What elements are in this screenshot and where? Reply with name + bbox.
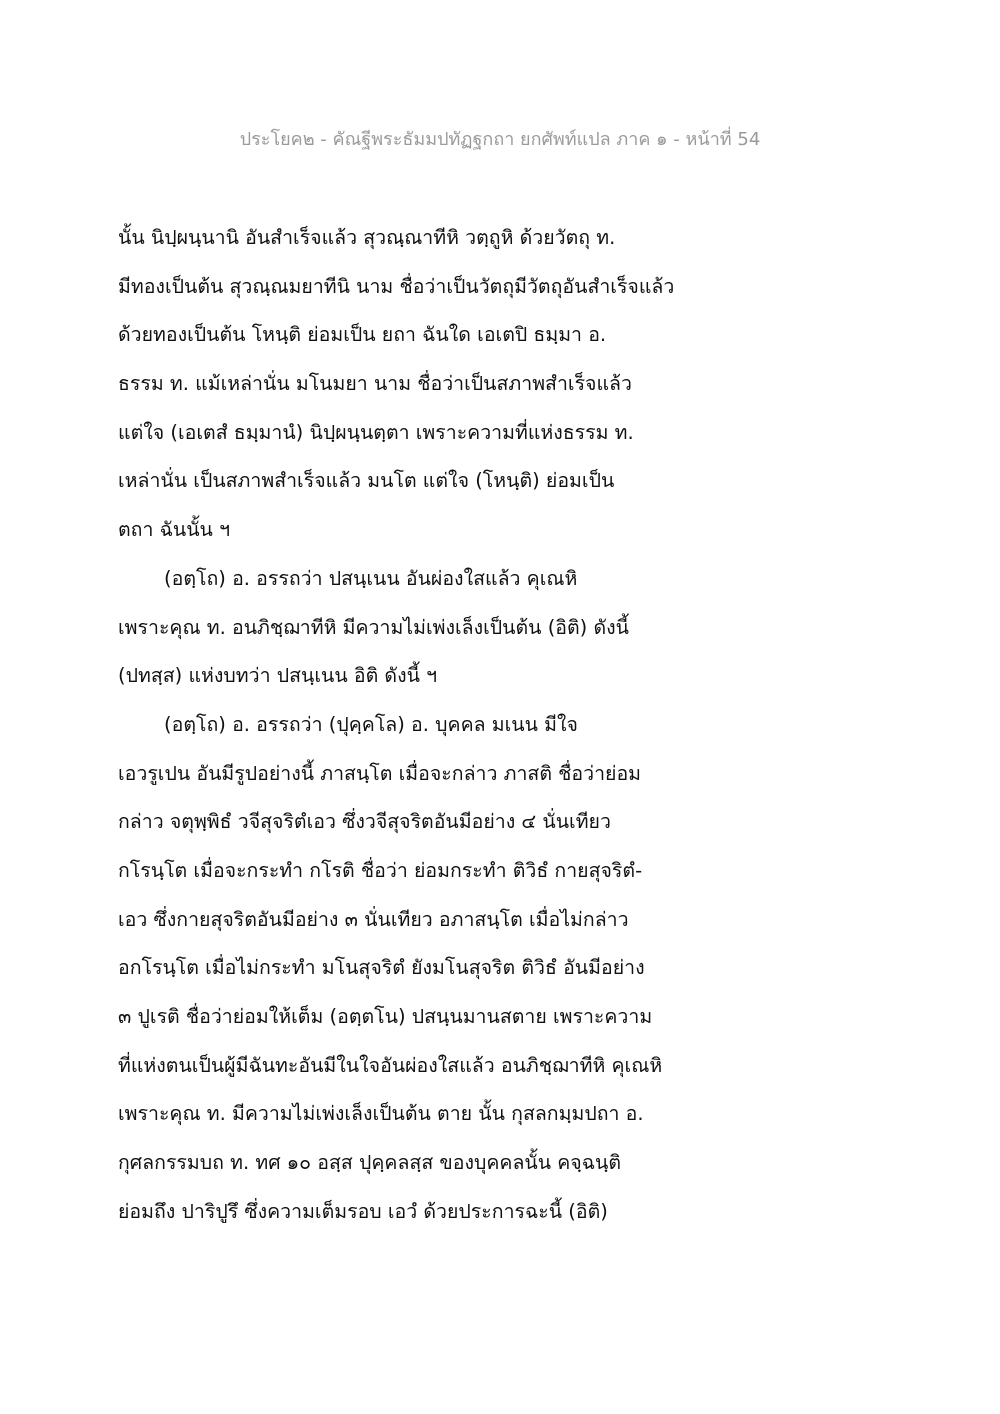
text-line-17: ๓ ปูเรติ ชื่อว่าย่อมให้เต็ม (อตฺตโน) ปสนฺนมานสตาย เพราะความ <box>118 1005 653 1028</box>
text-line-19: เพราะคุณ ท. มีความไม่เพ่งเล็งเป็นต้น ตาย นั้น กุสลกมฺมปถา อ. <box>118 1102 644 1126</box>
text-line-15: เอว ซึ่งกายสุจริตอันมีอย่าง ๓ นั่นเทียว อภาสนฺโต เมื่อไม่กล่าว <box>118 907 629 931</box>
text-line-5: แต่ใจ (เอเตสํ ธมฺมานํ) นิปฺผนฺนตฺตา เพราะความที่แห่งธรรม ท. <box>118 420 634 444</box>
text-line-13: กล่าว จตุพฺพิธํ วจีสุจริตํเอว ซึ่งวจีสุจริตอันมีอย่าง ๔ นั่นเทียว <box>118 810 611 834</box>
text-line-16: อกโรนฺโต เมื่อไม่กระทำ มโนสุจริตํ ยังมโนสุจริต ติวิธํ อันมีอย่าง <box>118 956 645 980</box>
text-line-6: เหล่านั่น เป็นสภาพสำเร็จแล้ว มนโต แต่ใจ (โหนฺติ) ย่อมเป็น <box>118 469 615 493</box>
text-line-3: ด้วยทองเป็นต้น โหนฺติ ย่อมเป็น ยถา ฉันใด เอเตปิ ธมฺมา อ. <box>118 323 607 347</box>
text-line-7: ตถา ฉันนั้น ฯ <box>118 518 231 542</box>
text-line-21: ย่อมถึง ปาริปูรึ ซึ่งความเต็มรอบ เอวํ ด้วยประการฉะนี้ (อิติ) <box>118 1199 608 1223</box>
text-line-20: กุศลกรรมบถ ท. ทศ ๑๐ อสฺส ปุคฺคลสฺส ของบุคคลนั้น คจฺฉนฺติ <box>118 1151 622 1175</box>
text-line-12: เอวรูเปน อันมีรูปอย่างนี้ ภาสนฺโต เมื่อจะกล่าว ภาสติ ชื่อว่าย่อม <box>118 761 642 785</box>
text-line-9: เพราะคุณ ท. อนภิชฺฌาทีหิ มีความไม่เพ่งเล็งเป็นต้น (อิติ) ดังนี้ <box>118 615 630 639</box>
text-line-14: กโรนฺโต เมื่อจะกระทำ กโรติ ชื่อว่า ย่อมกระทำ ติวิธํ กายสุจริตํ- <box>118 858 643 882</box>
body-text <box>118 214 718 1236</box>
text-line-11: (อตฺโถ) อ. อรรถว่า (ปุคฺคโล) อ. บุคคล มเนน มีใจ <box>164 712 578 736</box>
text-line-8: (อตฺโถ) อ. อรรถว่า ปสนฺเนน อันผ่องใสแล้ว คุเณหิ <box>164 566 578 590</box>
text-line-4: ธรรม ท. แม้เหล่านั่น มโนมยา นาม ชื่อว่าเป็นสภาพสำเร็จแล้ว <box>118 372 632 396</box>
text-line-10: (ปทสฺส) แห่งบทว่า ปสนฺเนน อิติ ดังนี้ ฯ <box>118 664 438 688</box>
text-line-1: นั้น นิปฺผนฺนานิ อันสำเร็จแล้ว สุวณฺณาทีหิ วตฺถูหิ ด้วยวัตถุ ท. <box>118 226 616 249</box>
text-line-2: มีทองเป็นต้น สุวณฺณมยาทีนิ นาม ชื่อว่าเป็นวัตถุมีวัตถุอันสำเร็จแล้ว <box>118 274 675 298</box>
text-line-18: ที่แห่งตนเป็นผู้มีฉันทะอันมีในใจอันผ่องใสแล้ว อนภิชฺฌาทีหิ คุเณหิ <box>118 1053 663 1077</box>
page-header: ประโยค๒ - คัณฐีพระธัมมปทัฏฐกถา ยกศัพท์แปล ภาค ๑ - หน้าที่ 54 <box>239 129 761 150</box>
